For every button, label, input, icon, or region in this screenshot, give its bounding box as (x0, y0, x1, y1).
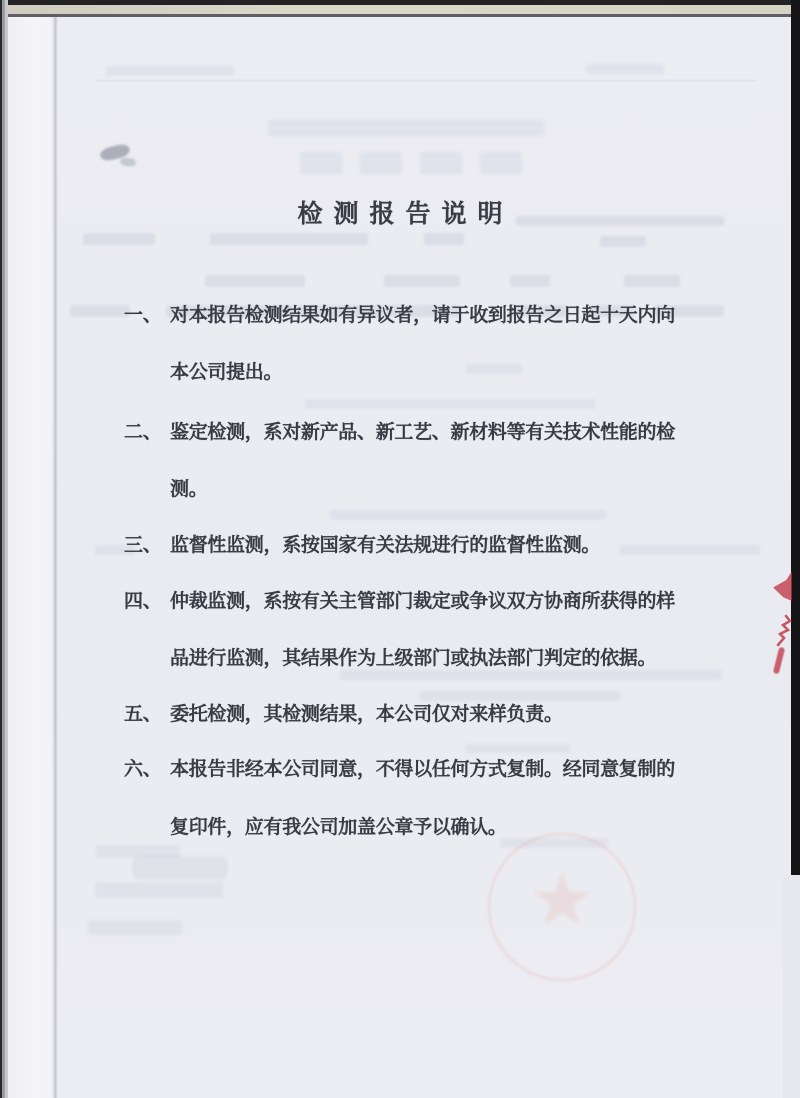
bleedthrough-table-cell (210, 233, 368, 245)
bleedthrough-report-title-char (360, 152, 402, 174)
item-6-number: 六、 (124, 759, 162, 780)
item-5-line-1: 委托检测，其检测结果，本公司仅对来样负责。 (170, 704, 563, 725)
item-4-line-2: 品进行监测，其结果作为上级部门或执法部门判定的依据。 (170, 648, 657, 669)
item-2-number: 二、 (124, 422, 162, 443)
item-2-line-2: 测。 (170, 479, 208, 500)
bleedthrough-table-cell (600, 236, 646, 247)
bleedthrough-report-title-char (480, 152, 522, 174)
item-1-line-2: 本公司提出。 (170, 362, 283, 383)
paper-lower-right-edge (783, 875, 800, 1098)
bleedthrough-table-cell (424, 233, 464, 245)
bleedthrough-text (466, 364, 522, 374)
item-2-line-1: 鉴定检测，系对新产品、新工艺、新材料等有关技术性能的检 (170, 422, 675, 443)
paper-fold-strip (8, 17, 54, 1098)
item-4-line-1: 仲裁监测，系按有关主管部门裁定或争议双方协商所获得的样 (170, 591, 675, 612)
bleedthrough-table-cell (510, 275, 550, 287)
bleedthrough-table-cell (624, 275, 680, 287)
item-3-line-1: 监督性监测，系按国家有关法规进行的监督性监测。 (170, 535, 601, 556)
bleedthrough-header-left (106, 66, 234, 76)
item-6-line-2: 复印件，应有我公司加盖公章予以确认。 (170, 817, 507, 838)
bleedthrough-table-cell (70, 305, 130, 317)
bleedthrough-text (340, 670, 722, 680)
seal-star-icon: ★ (528, 858, 596, 941)
bleedthrough-text (466, 744, 570, 753)
item-1-line-1: 对本报告检测结果如有异议者，请于收到报告之日起十天内向 (170, 305, 675, 326)
item-5-number: 五、 (124, 704, 162, 725)
bleedthrough-text (330, 510, 606, 520)
bleedthrough-table-cell (384, 275, 460, 287)
bleedthrough-signature-scribble (88, 920, 182, 935)
item-1-number: 一、 (124, 305, 162, 326)
paper-sheet (8, 17, 791, 1098)
bleedthrough-header-right (586, 64, 664, 74)
item-4-number: 四、 (124, 591, 162, 612)
bleedthrough-header-rule (95, 80, 755, 81)
bleedthrough-signature-scribble (132, 856, 228, 880)
company-seal-bleedthrough (488, 833, 636, 981)
bleedthrough-text (305, 399, 595, 409)
bleedthrough-table-cell (205, 275, 305, 287)
item-3-number: 三、 (124, 535, 162, 556)
bleedthrough-table-cell (83, 233, 155, 245)
page-title: 检测报告说明 (297, 200, 514, 228)
scanner-edge-top-beige (0, 5, 800, 14)
item-6-line-1: 本报告非经本公司同意，不得以任何方式复制。经同意复制的 (170, 759, 675, 780)
red-pen-scribble-icon (774, 612, 796, 648)
paper-fold-crease (52, 17, 58, 1098)
bleedthrough-signature-scribble (95, 882, 223, 898)
bleedthrough-text (620, 545, 760, 555)
scanner-edge-left (0, 0, 8, 1098)
bleedthrough-company-name (268, 120, 544, 136)
bleedthrough-report-title-char (300, 152, 342, 174)
bleedthrough-report-title-char (420, 152, 462, 174)
scanner-edge-right (791, 0, 800, 892)
